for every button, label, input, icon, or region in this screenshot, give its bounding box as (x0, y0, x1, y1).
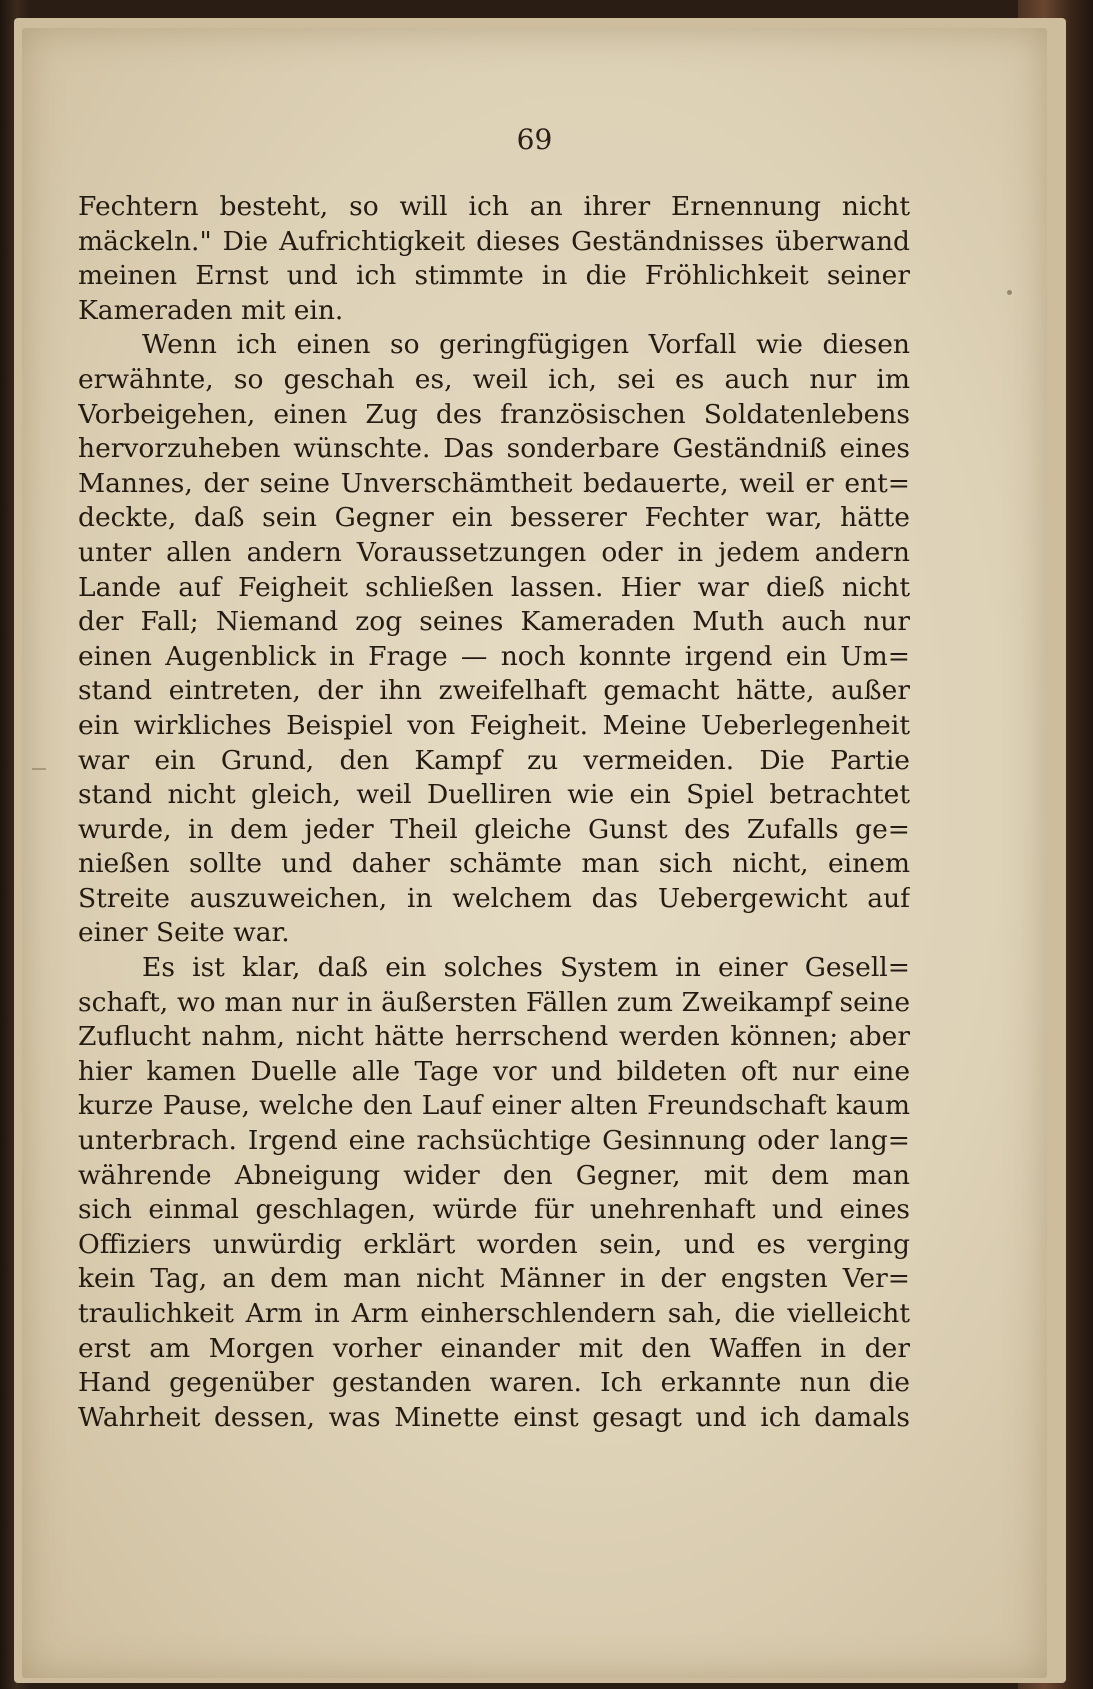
text-line: Streite auszuweichen, in welchem das Uebergewicht auf (78, 882, 910, 914)
text-line: unter allen andern Voraussetzungen oder in jedem andern (78, 536, 910, 568)
text-line: kein Tag, an dem man nicht Männer in der engsten Ver= (78, 1263, 910, 1295)
text-line: sich einmal geschlagen, würde für unehrenhaft und eines (78, 1194, 910, 1226)
text-line: deckte, daß sein Gegner ein besserer Fechter war, hätte (78, 502, 910, 534)
text-line: kurze Pause, welche den Lauf einer alten Freundschaft kaum (78, 1090, 910, 1122)
text-line: Offiziers unwürdig erklärt worden sein, und es verging (78, 1228, 910, 1260)
text-line: schaft, wo man nur in äußersten Fällen zum Zweikampf seine (78, 986, 910, 1018)
text-line: unterbrach. Irgend eine rachsüchtige Gesinnung oder lang= (78, 1125, 910, 1157)
text-line: einen Augenblick in Frage — noch konnte irgend ein Um= (78, 640, 910, 672)
text-line: traulichkeit Arm in Arm einherschlendern sah, die vielleicht (78, 1298, 910, 1329)
text-line: stand eintreten, der ihn zweifelhaft gemacht hätte, außer (78, 675, 910, 707)
paper-mark (32, 768, 46, 770)
text-line: erst am Morgen vorher einander mit den Waffen in der (78, 1332, 910, 1364)
text-line: meinen Ernst und ich stimmte in die Fröhlichkeit seiner (78, 260, 910, 292)
text-line: währende Abneigung wider den Gegner, mit dem man (78, 1159, 910, 1191)
text-line: nießen sollte und daher schämte man sich nicht, einem (78, 848, 910, 880)
text-line: ein wirkliches Beispiel von Feigheit. Meine Ueberlegenheit (78, 709, 910, 741)
text-line: Hand gegenüber gestanden waren. Ich erkannte nun die (78, 1367, 910, 1399)
text-line: stand nicht gleich, weil Duelliren wie ein Spiel betrachtet (78, 779, 910, 811)
text-line: Mannes, der seine Unverschämtheit bedauerte, weil er ent= (78, 467, 910, 499)
paper-spot (1007, 290, 1012, 295)
text-line: einer Seite war. (78, 917, 290, 949)
text-line: Lande auf Feigheit schließen lassen. Hier war dieß nicht (78, 571, 910, 603)
body-text (78, 190, 910, 1435)
text-line: war ein Grund, den Kampf zu vermeiden. Die Partie (78, 744, 910, 776)
page-number: 69 (516, 123, 553, 156)
text-line: Fechtern besteht, so will ich an ihrer Ernennung nicht (78, 191, 910, 222)
text-line: wurde, in dem jeder Theil gleiche Gunst des Zufalls ge= (78, 813, 910, 845)
text-line: Es ist klar, daß ein solches System in einer Gesell= (142, 952, 910, 984)
text-line: Zuflucht nahm, nicht hätte herrschend werden können; aber (78, 1021, 910, 1053)
text-line: erwähnte, so geschah es, weil ich, sei es auch nur im (78, 363, 910, 395)
text-line: Wahrheit dessen, was Minette einst gesagt und ich damals (78, 1401, 910, 1433)
text-line: hervorzuheben wünschte. Das sonderbare Geständniß eines (78, 433, 910, 465)
book-page (22, 28, 1047, 1678)
text-line: Wenn ich einen so geringfügigen Vorfall wie diesen (142, 329, 910, 361)
text-line: mäckeln." Die Aufrichtigkeit dieses Geständnisses überwand (78, 225, 910, 257)
text-line: Vorbeigehen, einen Zug des französischen Soldatenlebens (78, 398, 910, 430)
text-line: der Fall; Niemand zog seines Kameraden Muth auch nur (78, 606, 910, 638)
text-line: Kameraden mit ein. (78, 294, 344, 326)
text-line: hier kamen Duelle alle Tage vor und bildeten oft nur eine (78, 1055, 910, 1087)
